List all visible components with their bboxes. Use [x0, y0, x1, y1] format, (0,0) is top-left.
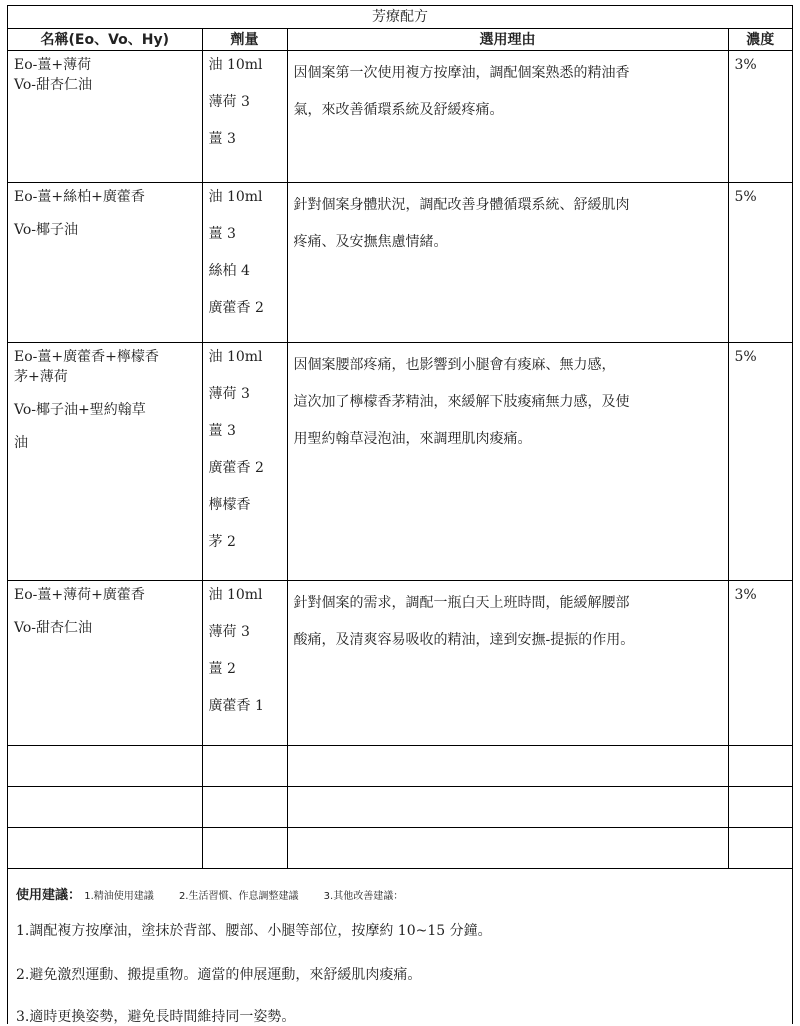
- formula-name-line: Vo-甜杏仁油: [14, 620, 92, 636]
- blank-cell: [287, 787, 728, 828]
- reason-line: 疼痛、及安撫焦慮情緒。: [293, 234, 448, 250]
- formula-name-line: 茅+薄荷: [14, 369, 68, 385]
- blank-cell: [728, 828, 792, 869]
- dose-line: 茅 2: [208, 534, 236, 550]
- advice-item: 1.調配複方按摩油，塗抹於背部、腰部、小腿等部位，按摩約 10~15 分鐘。: [16, 923, 492, 939]
- blank-cell: [8, 828, 202, 869]
- formula-table: [8, 6, 792, 869]
- reason-line: 這次加了檸檬香茅精油，來緩解下肢痠痛無力感，及使: [293, 394, 630, 410]
- dose-line: 薑 3: [208, 226, 236, 242]
- dose-line: 廣藿香 2: [208, 300, 264, 316]
- formula-name-cell: [8, 183, 202, 343]
- dose-line: 廣藿香 1: [208, 698, 264, 714]
- blank-cell: [8, 787, 202, 828]
- table-title: 芳療配方: [8, 6, 792, 29]
- reason-cell: [287, 51, 728, 183]
- formula-name-cell: [8, 343, 202, 581]
- table-row: [8, 581, 792, 746]
- dose-line: 薄荷 3: [208, 386, 250, 402]
- concentration-cell: 3%: [728, 581, 792, 746]
- dose-line: 油 10ml: [208, 189, 263, 205]
- blank-cell: [728, 746, 792, 787]
- blank-cell: [202, 746, 287, 787]
- reason-line: 酸痛，及清爽容易吸收的精油，達到安撫-提振的作用。: [293, 632, 635, 648]
- concentration-cell: 5%: [728, 343, 792, 581]
- reason-line: 氣，來改善循環系統及舒緩疼痛。: [293, 102, 504, 118]
- blank-cell: [202, 828, 287, 869]
- formula-name-line: Vo-椰子油+聖約翰草: [14, 402, 146, 418]
- formula-name-line: Eo-薑+薄荷: [14, 57, 92, 73]
- dose-line: 油 10ml: [208, 349, 263, 365]
- dose-cell: [202, 343, 287, 581]
- reason-line: 因個案第一次使用複方按摩油，調配個案熟悉的精油香: [293, 65, 630, 81]
- formula-name-line: Vo-甜杏仁油: [14, 77, 92, 93]
- dose-line: 薑 3: [208, 423, 236, 439]
- dose-cell: [202, 581, 287, 746]
- advice-item: 2.避免激烈運動、搬提重物。適當的伸展運動，來舒緩肌肉痠痛。: [16, 967, 422, 983]
- dose-line: 薄荷 3: [208, 624, 250, 640]
- reason-line: 針對個案的需求，調配一瓶白天上班時間，能緩解腰部: [293, 595, 630, 611]
- formula-name-line: Eo-薑+絲柏+廣藿香: [14, 189, 145, 205]
- formula-name-line: 油: [14, 435, 28, 451]
- concentration-cell: 3%: [728, 51, 792, 183]
- formula-name-line: Vo-椰子油: [14, 222, 78, 238]
- header-reason: 選用理由: [287, 29, 728, 51]
- dose-line: 油 10ml: [208, 57, 263, 73]
- dose-line: 薄荷 3: [208, 94, 250, 110]
- blank-cell: [202, 787, 287, 828]
- reason-cell: [287, 183, 728, 343]
- table-row: [8, 51, 792, 183]
- advice-category: 3.其他改善建議：: [323, 891, 404, 902]
- reason-line: 針對個案身體狀況，調配改善身體循環系統、舒緩肌肉: [293, 197, 630, 213]
- blank-cell: [287, 828, 728, 869]
- formula-name-cell: [8, 51, 202, 183]
- blank-cell: [287, 746, 728, 787]
- concentration-cell: 5%: [728, 183, 792, 343]
- dose-line: 檸檬香: [208, 497, 251, 513]
- aroma-formula-sheet: [7, 5, 793, 1024]
- dose-cell: [202, 51, 287, 183]
- reason-line: 因個案腰部疼痛，也影響到小腿會有痠麻、無力感，: [293, 357, 616, 373]
- formula-name-cell: [8, 581, 202, 746]
- table-row: [8, 343, 792, 581]
- advice-label: 使用建議：: [16, 888, 82, 903]
- reason-line: 用聖約翰草浸泡油，來調理肌肉痠痛。: [293, 431, 532, 447]
- table-row: [8, 183, 792, 343]
- advice-item: 3.適時更換姿勢，避免長時間維持同一姿勢。: [16, 1009, 296, 1025]
- dose-line: 絲柏 4: [208, 263, 250, 279]
- blank-cell: [728, 787, 792, 828]
- blank-row: [8, 828, 792, 869]
- advice-header: [16, 884, 425, 903]
- dose-line: 薑 2: [208, 661, 236, 677]
- dose-line: 油 10ml: [208, 587, 263, 603]
- advice-category: 2.生活習慣、作息調整建議: [178, 891, 299, 902]
- blank-cell: [8, 746, 202, 787]
- blank-row: [8, 787, 792, 828]
- reason-cell: [287, 343, 728, 581]
- dose-line: 廣藿香 2: [208, 460, 264, 476]
- formula-name-line: Eo-薑+廣藿香+檸檬香: [14, 349, 159, 365]
- blank-row: [8, 746, 792, 787]
- dose-cell: [202, 183, 287, 343]
- header-dose: 劑量: [202, 29, 287, 51]
- header-name: 名稱(Eo、Vo、Hy): [8, 29, 202, 51]
- dose-line: 薑 3: [208, 131, 236, 147]
- advice-category: 1.精油使用建議: [84, 891, 154, 902]
- formula-name-line: Eo-薑+薄荷+廣藿香: [14, 587, 145, 603]
- reason-cell: [287, 581, 728, 746]
- header-concentration: 濃度: [728, 29, 792, 51]
